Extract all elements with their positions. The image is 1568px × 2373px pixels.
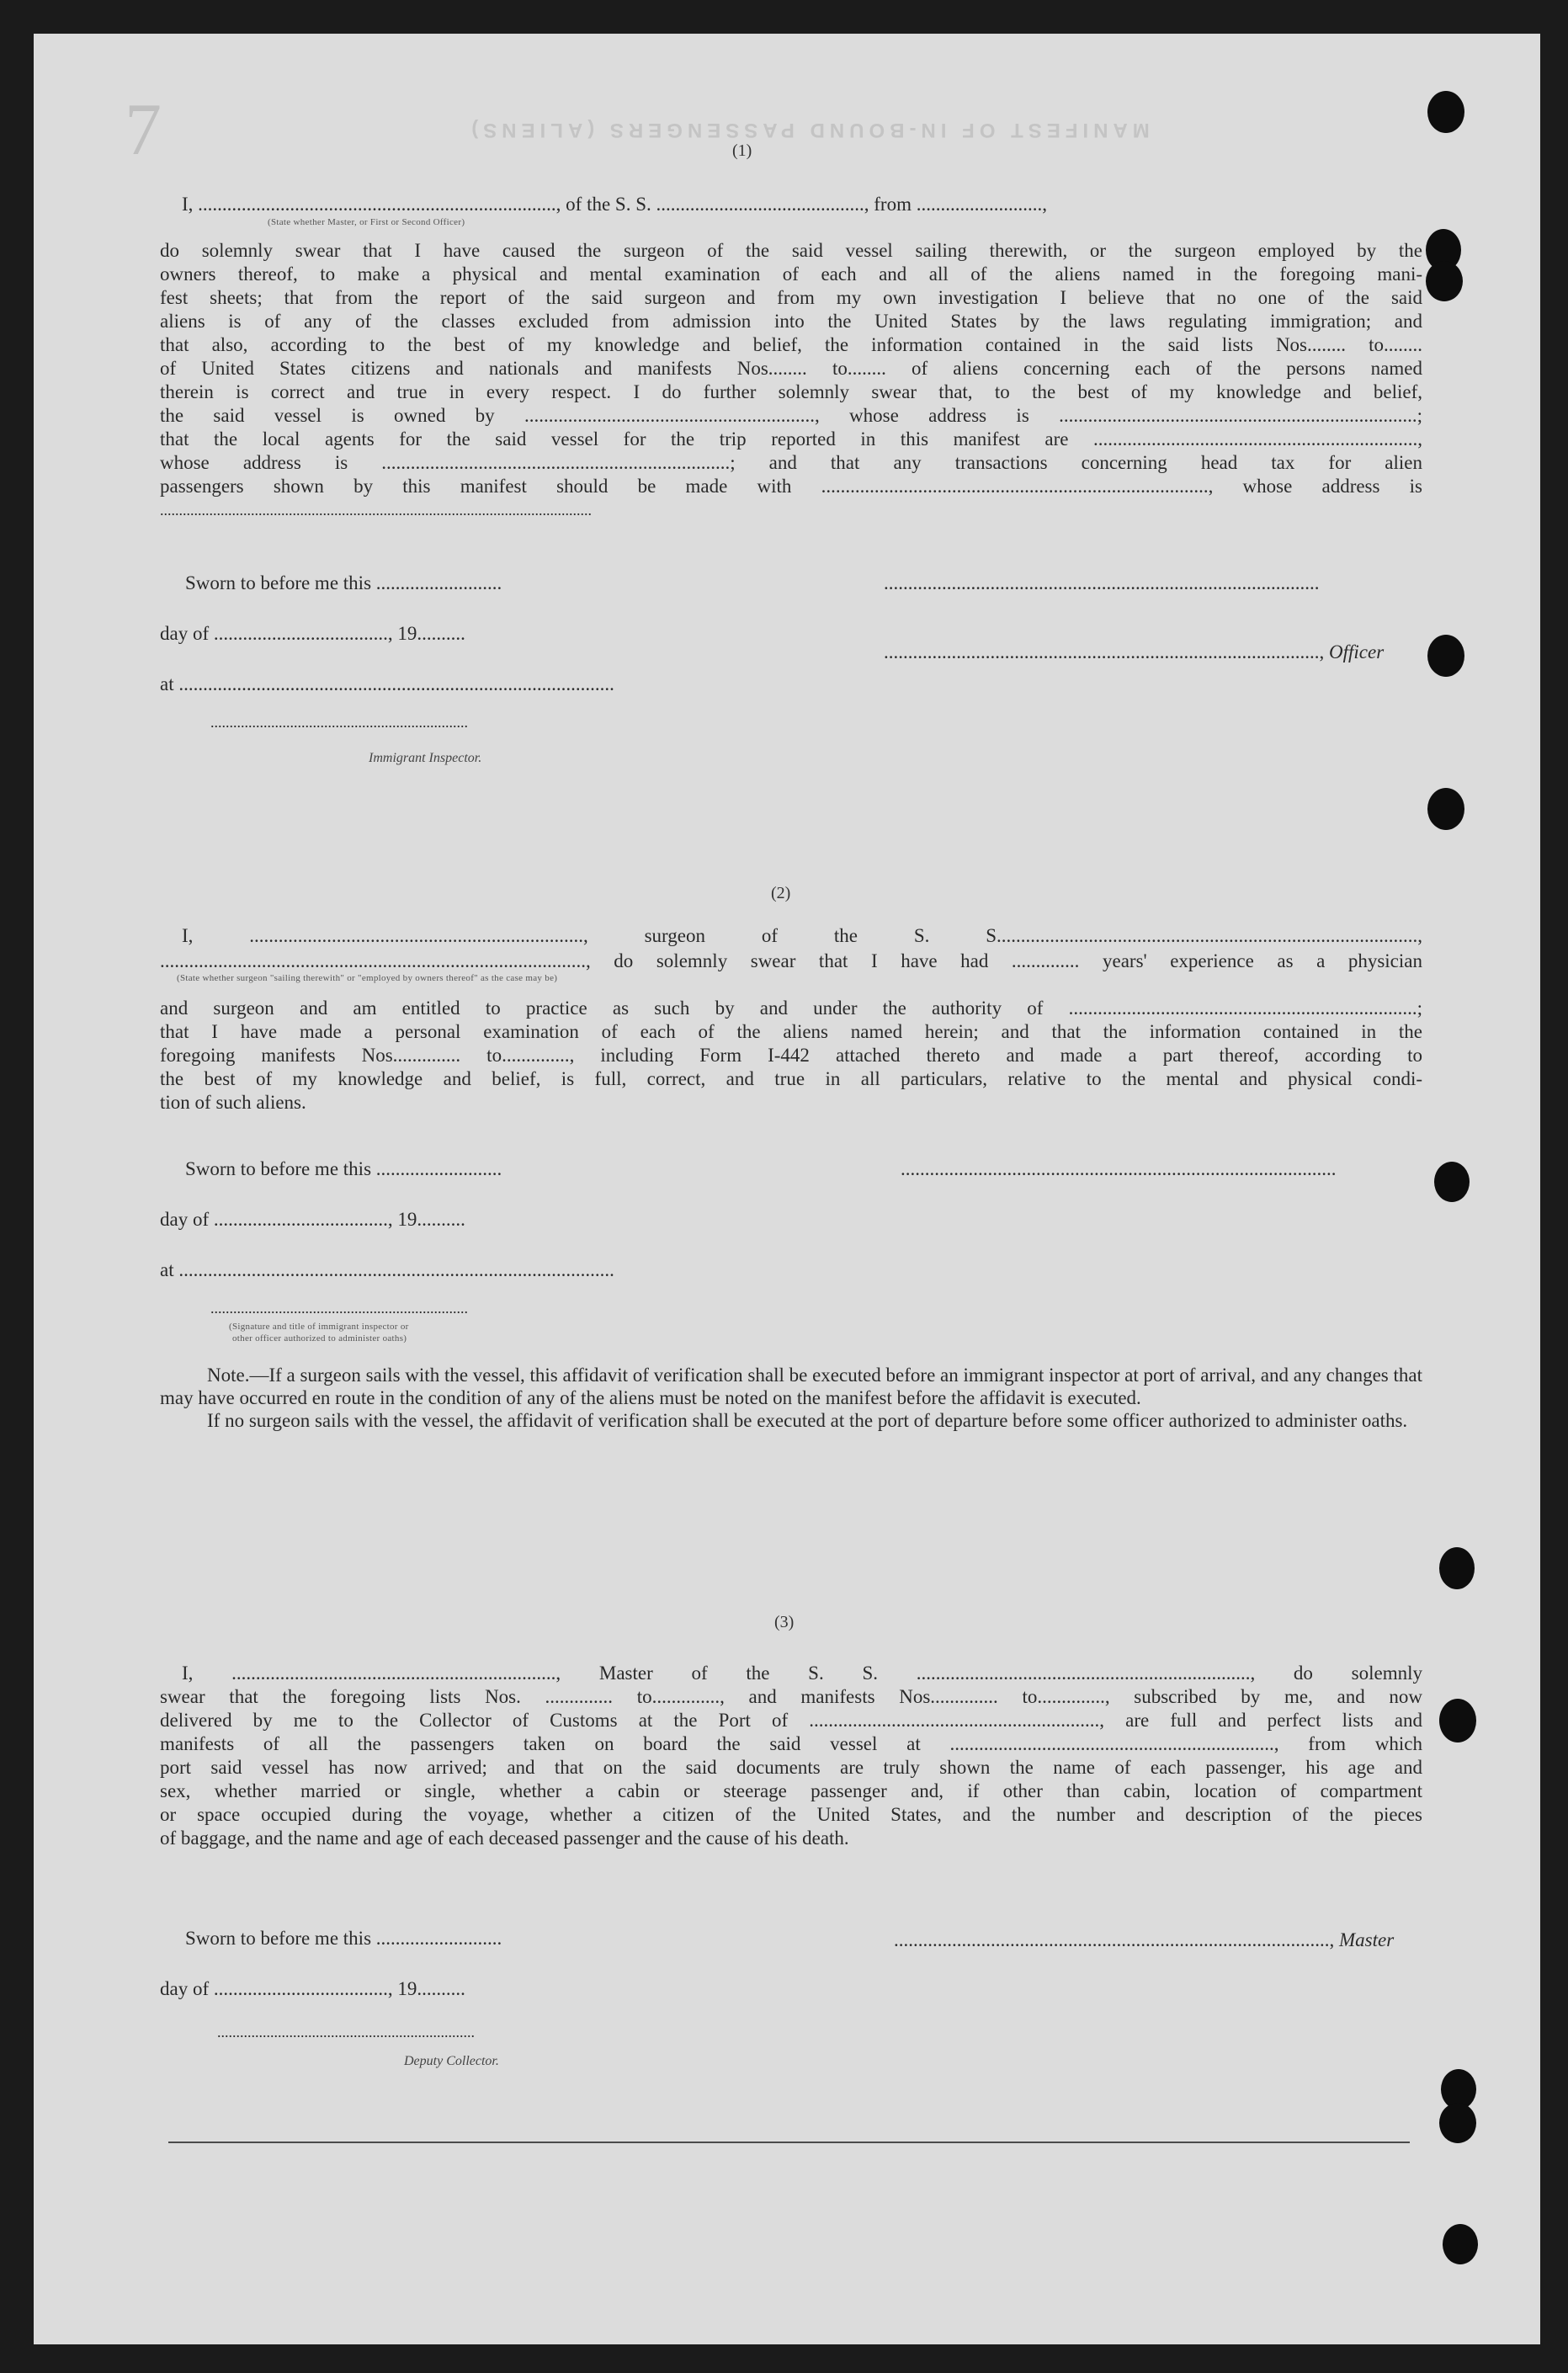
section-3-line: port said vessel has now arrived; and that on the said documents are truly shown the name of each passenger, his age and [160,1757,1422,1778]
section-1-sub-note: (State whether Master, or First or Second Officer) [268,217,465,227]
manifest-page [34,34,1540,2344]
immigrant-inspector-caption: Immigrant Inspector. [369,751,482,765]
deputy-collector-caption: Deputy Collector. [404,2054,499,2068]
note-paragraph: If no surgeon sails with the vessel, the affidavit of verification shall be executed at the port of departure before some officer authorized to administer oaths. [207,1410,1408,1431]
section-3-signature-dots: .................................................................... [217,2024,475,2040]
section-2-signature-dots: .................................................................... [210,1300,468,1317]
section-2-first-line: I, ....................................................................., surgeon of the S. S......................................................................................., [182,925,1422,946]
section-3-sworn-line: Sworn to before me this .......................... [185,1928,502,1949]
section-3-first-line: I, ..................................................................., Master of the S. S. ....................................................................., do solemnly [182,1663,1422,1684]
section-1-line: whose address is ........................................................................; and that any transactions concerning head tax for alien [160,452,1422,473]
section-1-line: aliens is of any of the classes excluded from admission into the United States by the laws regulating immigration; and [160,311,1422,332]
punch-hole [1439,2103,1476,2143]
section-1-officer-line: .........................................................................................., Officer [884,641,1385,662]
section-1-line: owners thereof, to make a physical and mental examination of each and all of the aliens named in the foregoing mani- [160,263,1422,285]
section-2-second-line: ........................................................................................, do solemnly swear that I have had .............. years' experience as a physician [160,950,1422,971]
section-2-line: that I have made a personal examination of each of the aliens named herein; and that the information contained in the [160,1021,1422,1042]
punch-hole [1439,1699,1476,1743]
section-1-signature-dots: .................................................................... [210,714,468,731]
section-1-at-line: at .......................................................................................... [160,673,614,694]
section-2-line: foregoing manifests Nos.............. to.............., including Form I-442 attached thereto and made a part thereof, according to [160,1045,1422,1066]
section-1-sworn-line: Sworn to before me this .......................... [185,572,502,593]
section-1-day-line: day of ...................................., 19.......... [160,623,465,644]
section-2-last-line: tion of such aliens. [160,1092,306,1113]
section-2-sworn-line: Sworn to before me this .......................... [185,1158,502,1179]
section-2-caption: other officer authorized to administer oaths) [232,1333,407,1343]
bleed-through-header: MANIFEST OF IN-BOUND PASSENGERS (ALIENS) [466,119,1150,141]
section-1-line: the said vessel is owned by ............................................................, whose address is ..........................................................................; [160,405,1422,426]
bottom-rule [168,2142,1410,2143]
punch-hole [1427,91,1464,133]
section-1-number: (1) [732,141,752,160]
punch-hole [1427,788,1464,830]
note-paragraph: Note.—If a surgeon sails with the vessel, this affidavit of verification shall be executed before an immigrant inspector at port of arrival, and any changes that may have occurred en route in the condition of any of the aliens must be noted on the manifest before the affidavit is executed. [160,1365,1422,1408]
section-1-line: of United States citizens and nationals and manifests Nos........ to........ of aliens concerning each of the persons named [160,358,1422,379]
punch-hole [1434,1162,1470,1202]
section-1-line: passengers shown by this manifest should be made with ................................................................................, whose address is [160,476,1422,497]
section-1-line: fest sheets; that from the report of the said surgeon and from my own investigation I believe that no one of the said [160,287,1422,308]
section-1-line: therein is correct and true in every respect. I do further solemnly swear that, to the best of my knowledge and belief, [160,381,1422,402]
punch-hole [1427,635,1464,677]
section-2-note [160,1364,1422,1432]
section-2-sworn-dots-right: .......................................................................................... [901,1158,1337,1179]
section-2-at-line: at .......................................................................................... [160,1259,614,1280]
section-3-number: (3) [774,1613,795,1631]
section-2-line: the best of my knowledge and belief, is full, correct, and true in all particulars, relative to the mental and physical condi- [160,1068,1422,1089]
section-1-trailing-dots: .................................................................................................................. [160,502,592,519]
section-3-master-line: .........................................................................................., Master [894,1929,1395,1950]
section-2-sub-note: (State whether surgeon "sailing therewith" or "employed by owners thereof" as the case may be) [177,973,558,983]
punch-hole [1443,2224,1478,2264]
section-1-sworn-dots-right: .......................................................................................... [884,572,1320,593]
section-1-oath-first-line: I, .........................................................................., of the S. S. ..........................................., from .........................., [182,194,1047,215]
section-3-line: swear that the foregoing lists Nos. .............. to.............., and manifests Nos.............. to.............., subscribed by me, and now [160,1686,1422,1707]
section-3-line: or space occupied during the voyage, whether a citizen of the United States, and the number and description of the pieces [160,1804,1422,1825]
section-1-line: that also, according to the best of my knowledge and belief, the information contained in the said lists Nos........ to........ [160,334,1422,355]
section-3-day-line: day of ...................................., 19.......... [160,1978,465,1999]
section-3-line: manifests of all the passengers taken on board the said vessel at ..................................................................., from which [160,1733,1422,1754]
section-2-line: and surgeon and am entitled to practice as such by and under the authority of ........................................................................; [160,998,1422,1019]
section-3-line: delivered by me to the Collector of Customs at the Port of ............................................................, are full and perfect lists and [160,1710,1422,1731]
section-3-last-line: of baggage, and the name and age of each deceased passenger and the cause of his death. [160,1828,849,1849]
section-2-caption: (Signature and title of immigrant inspector or [229,1322,409,1332]
punch-hole [1426,261,1463,301]
section-3-line: sex, whether married or single, whether a cabin or steerage passenger and, if other than cabin, location of compartment [160,1780,1422,1801]
section-1-line: do solemnly swear that I have caused the surgeon of the said vessel sailing therewith, or the surgeon employed by the [160,240,1422,261]
section-1-line: that the local agents for the said vessel for the trip reported in this manifest are ..................................................................., [160,428,1422,450]
section-2-number: (2) [771,884,791,902]
section-2-day-line: day of ...................................., 19.......... [160,1209,465,1230]
bleed-through-mark: 7 [125,89,162,171]
punch-hole [1439,1547,1475,1589]
